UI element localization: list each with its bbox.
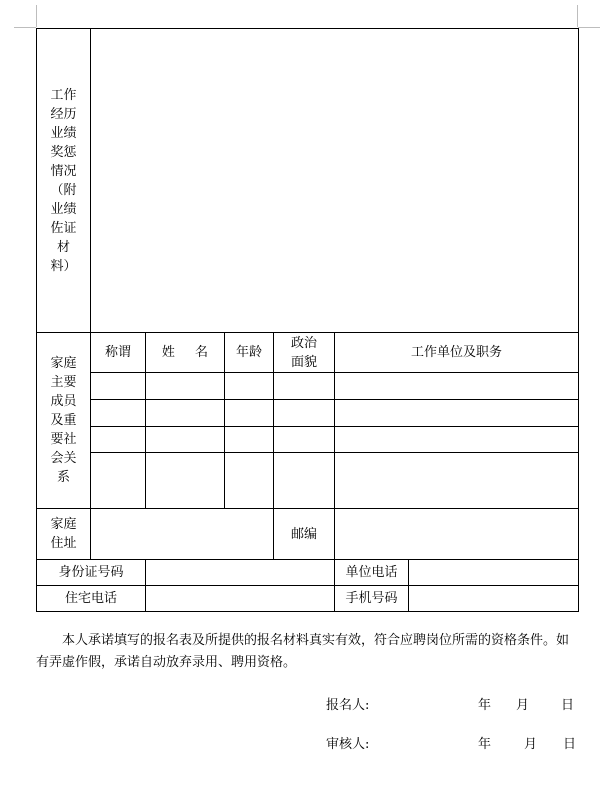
header-political: 政治面貌	[290, 335, 317, 370]
relation-input[interactable]	[91, 453, 146, 509]
applicant-label: 报名人:	[326, 698, 370, 713]
member-name-input[interactable]	[146, 400, 225, 427]
margin-guide-left-vertical	[36, 5, 37, 27]
applicant-month-label: 月	[516, 698, 530, 713]
margin-guide-right-vertical	[577, 5, 578, 27]
work-history-label: 工作经历业绩奖惩情况（附业绩佐证材料）	[50, 87, 77, 274]
registration-form-table	[36, 28, 579, 612]
header-political-cell	[274, 333, 335, 373]
header-name: 姓 名	[146, 333, 225, 373]
header-relation-cell	[91, 333, 146, 373]
work-unit-input[interactable]	[335, 400, 579, 427]
postcode-input[interactable]	[335, 509, 579, 560]
header-work-unit: 工作单位及职务	[335, 333, 579, 373]
political-input[interactable]	[274, 400, 335, 427]
id-number-input[interactable]	[146, 560, 335, 586]
work-unit-input[interactable]	[335, 427, 579, 453]
table-row	[37, 400, 579, 427]
political-input[interactable]	[274, 453, 335, 509]
table-row	[37, 427, 579, 453]
id-number-label: 身份证号码	[37, 560, 146, 586]
work-unit-input[interactable]	[335, 453, 579, 509]
mobile-phone-input[interactable]	[409, 586, 579, 612]
relation-input[interactable]	[91, 373, 146, 400]
unit-phone-label: 单位电话	[335, 560, 409, 586]
relation-input[interactable]	[91, 427, 146, 453]
margin-guide-left-horizontal	[14, 27, 36, 28]
member-name-input[interactable]	[146, 427, 225, 453]
age-input[interactable]	[225, 453, 274, 509]
header-relation: 称谓	[104, 345, 131, 360]
reviewer-month-label: 月	[524, 737, 538, 752]
mobile-phone-label: 手机号码	[335, 586, 409, 612]
table-row	[37, 453, 579, 509]
family-members-label-cell	[37, 333, 91, 509]
member-name-input[interactable]	[146, 453, 225, 509]
age-input[interactable]	[225, 427, 274, 453]
header-age: 年龄	[225, 333, 274, 373]
applicant-year-label: 年	[478, 698, 492, 713]
work-history-label-cell	[37, 29, 91, 333]
age-input[interactable]	[225, 373, 274, 400]
home-address-input[interactable]	[91, 509, 274, 560]
home-address-label: 家庭住址	[50, 517, 77, 551]
family-members-label: 家庭主要成员及重要社会关系	[50, 356, 77, 485]
member-name-input[interactable]	[146, 373, 225, 400]
political-input[interactable]	[274, 427, 335, 453]
home-phone-label: 住宅电话	[37, 586, 146, 612]
relation-input[interactable]	[91, 400, 146, 427]
applicant-day-label: 日	[561, 698, 575, 713]
work-unit-input[interactable]	[335, 373, 579, 400]
reviewer-label: 审核人:	[326, 737, 370, 752]
postcode-label: 邮编	[274, 509, 335, 560]
home-address-label-cell	[37, 509, 91, 560]
home-phone-input[interactable]	[146, 586, 335, 612]
margin-guide-right-horizontal	[578, 27, 600, 28]
table-row	[37, 373, 579, 400]
age-input[interactable]	[225, 400, 274, 427]
work-history-input[interactable]	[91, 29, 579, 333]
reviewer-year-label: 年	[478, 737, 492, 752]
political-input[interactable]	[274, 373, 335, 400]
pledge-statement: 本人承诺填写的报名表及所提供的报名材料真实有效，符合应聘岗位所需的资格条件。如有弄虚作假，承诺自动放弃录用、聘用资格。	[36, 633, 570, 670]
reviewer-day-label: 日	[563, 737, 577, 752]
unit-phone-input[interactable]	[409, 560, 579, 586]
